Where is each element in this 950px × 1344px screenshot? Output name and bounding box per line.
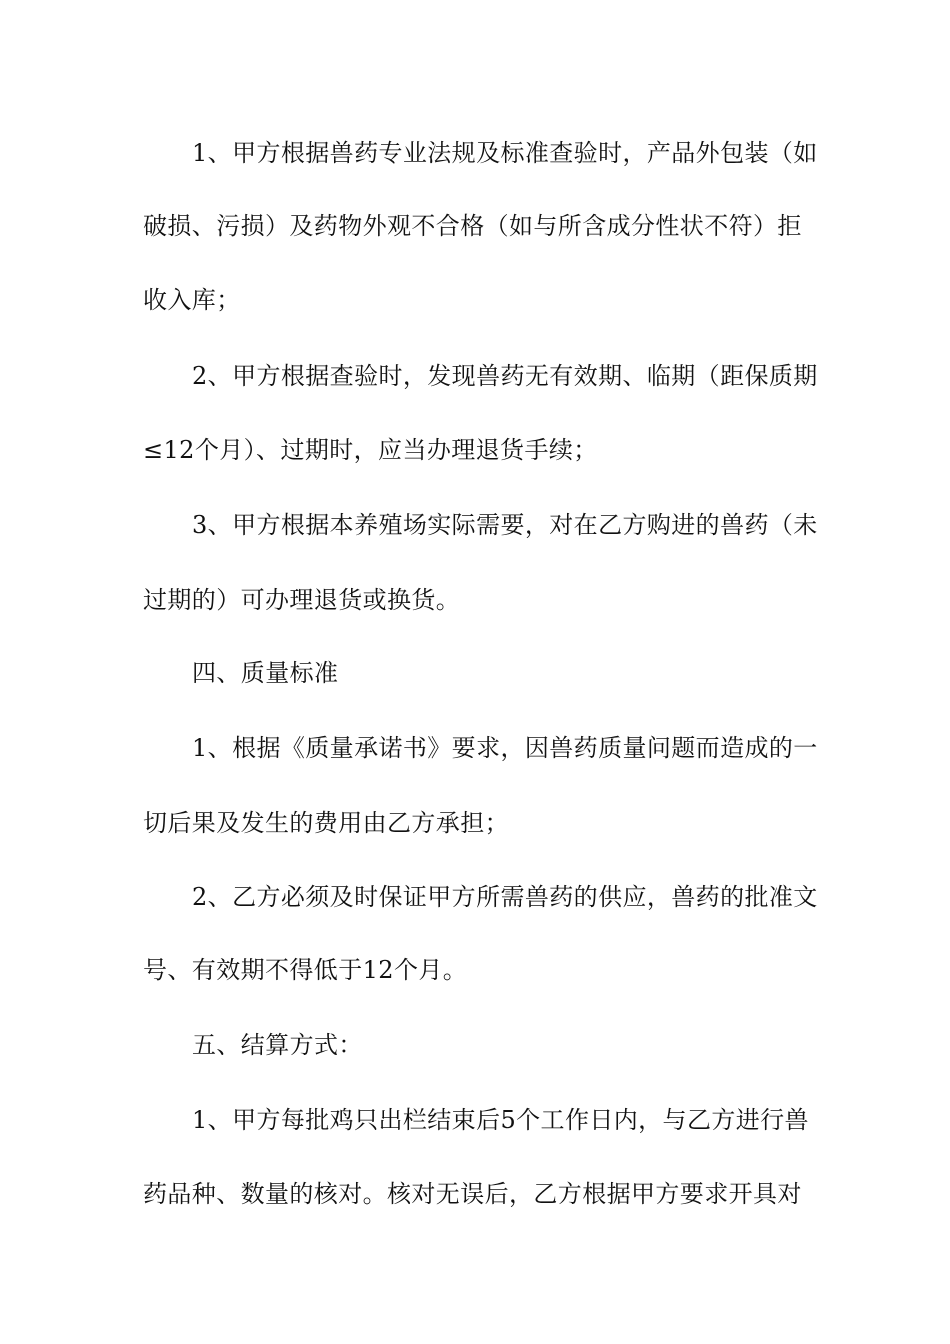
text-line: 号、有效期不得低于12个月。 bbox=[143, 956, 468, 984]
section-heading: 五、结算方式： bbox=[192, 1031, 363, 1059]
text-line: 2、甲方根据查验时，发现兽药无有效期、临期（距保质期 bbox=[192, 362, 818, 390]
text-line: 收入库； bbox=[143, 286, 241, 314]
text-line: 切后果及发生的费用由乙方承担； bbox=[143, 809, 509, 837]
section-heading: 四、质量标准 bbox=[192, 659, 339, 687]
text-line: 1、甲方每批鸡只出栏结束后5个工作日内，与乙方进行兽 bbox=[192, 1106, 809, 1134]
text-line: 1、根据《质量承诺书》要求，因兽药质量问题而造成的一 bbox=[192, 734, 818, 762]
text-line: 3、甲方根据本养殖场实际需要，对在乙方购进的兽药（未 bbox=[192, 511, 818, 539]
text-line: 药品种、数量的核对。核对无误后，乙方根据甲方要求开具对 bbox=[143, 1180, 802, 1208]
text-line: 破损、污损）及药物外观不合格（如与所含成分性状不符）拒 bbox=[143, 212, 802, 240]
text-line: 2、乙方必须及时保证甲方所需兽药的供应，兽药的批准文 bbox=[192, 883, 818, 911]
text-line: 过期的）可办理退货或换货。 bbox=[143, 586, 461, 614]
text-line: ≤12个月）、过期时，应当办理退货手续； bbox=[143, 436, 598, 464]
text-line: 1、甲方根据兽药专业法规及标准查验时，产品外包装（如 bbox=[192, 139, 818, 167]
